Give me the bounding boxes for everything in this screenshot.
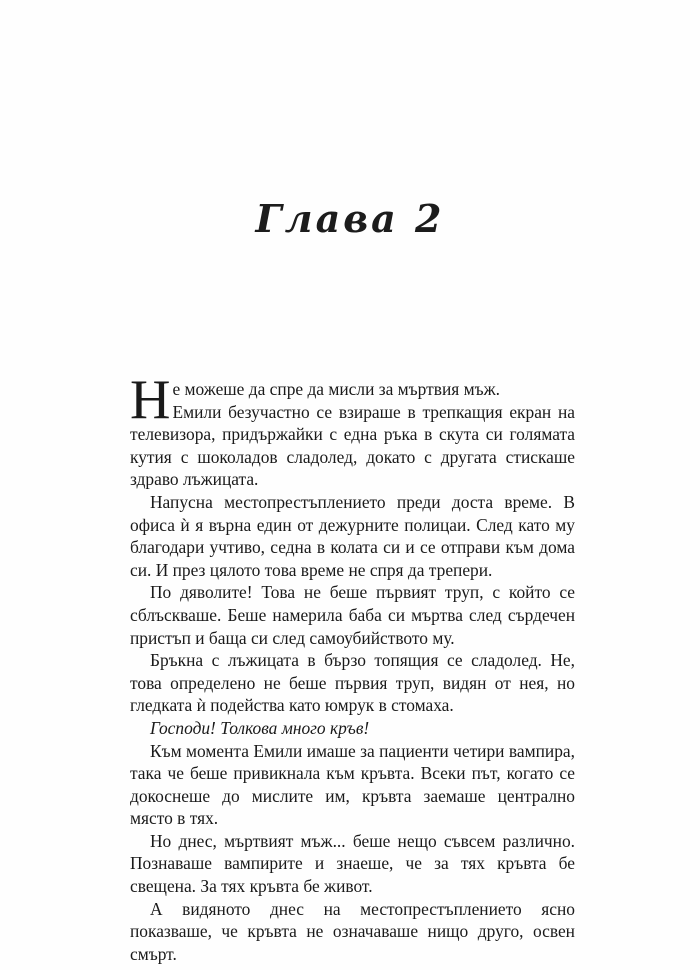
chapter-text [130, 369, 575, 965]
chapter-title: Глава 2 [255, 196, 445, 241]
paragraph-2: Емили безучастно се взираше в трепкащия екран на телевизора, придържайки с една ръка в скута си голямата кутия с шоколадов сладолед, докато с другата стискаше здраво лъжицата. [130, 401, 575, 490]
paragraph-8: Но днес, мъртвият мъж... беше нещо съвсем различно. Познаваше вампирите и знаеше, че за тях кръвта бе свещена. За тях кръвта бе живот. [130, 830, 575, 897]
paragraph-1-text: е можеше да спре да мисли за мъртвия мъж. [172, 379, 500, 399]
paragraph-7: Към момента Емили имаше за пациенти четири вампира, така че беше привикнала към кръвта. Всеки път, когато се докоснеше до мислите им, кръвта заемаше централно място в тях. [130, 740, 575, 829]
paragraph-3: Напусна местопрестъплението преди доста време. В офиса ѝ я върна един от дежурните полицаи. След като му благодари учтиво, седна в колата си и се отправи към дома си. И през цялото това време не спря да трепери. [130, 491, 575, 580]
paragraph-4: По дяволите! Това не беше първият труп, с който се сблъскваше. Беше намерила баба си мъртва след сърдечен пристъп и баща си след самоубийството му. [130, 582, 575, 648]
paragraph-6-italic: Господи! Толкова много кръв! [150, 717, 370, 738]
paragraph-5: Бръкна с лъжицата в бързо топящия се сладолед. Не, това определено не беше първия труп, видян от нея, но гледката ѝ подейства като юмрук в стомаха. [130, 650, 575, 716]
drop-cap: Н [130, 369, 171, 431]
paragraph-1 [130, 369, 575, 431]
paragraph-9: А видяното днес на местопрестъплението ясно показваше, че кръвта не означаваше нищо друго, освен смърт. [130, 898, 575, 964]
